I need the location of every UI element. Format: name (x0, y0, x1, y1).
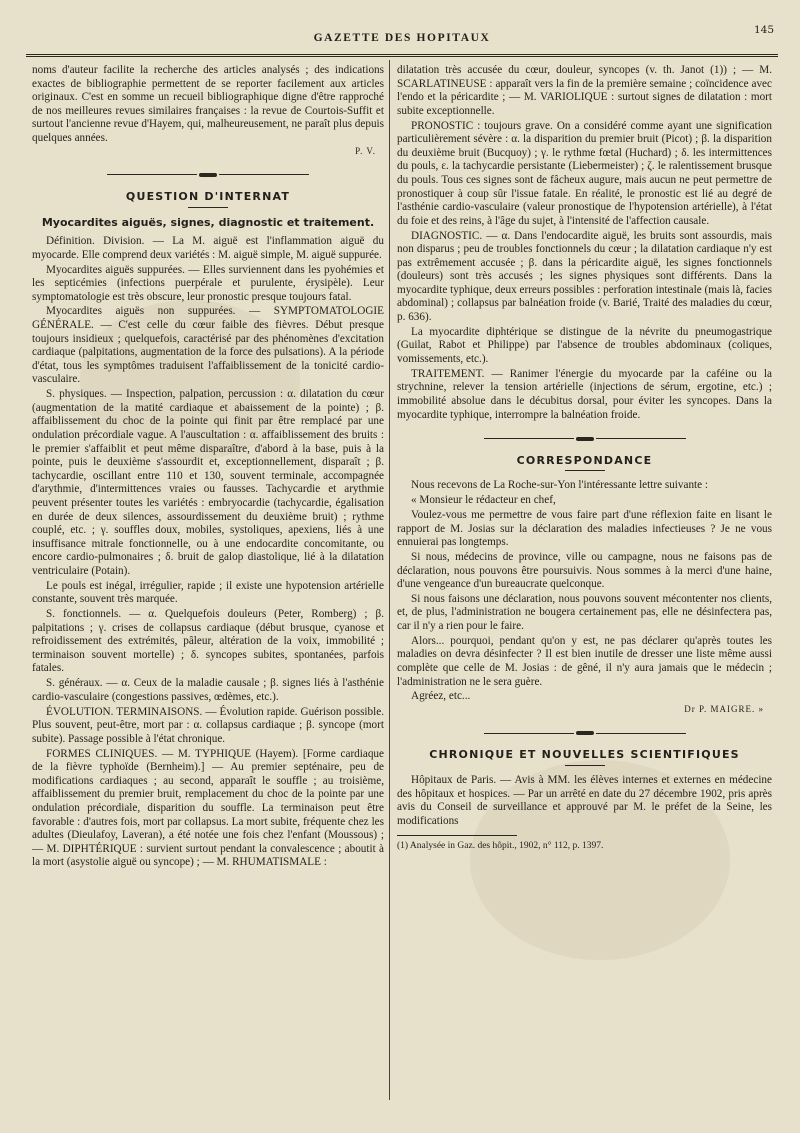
section-heading: CORRESPONDANCE (516, 453, 653, 467)
paragraph: Alors... pourquoi, pendant qu'on y est, ne pas déclarer qu'après toutes les maladies on devra désinfecter ? Il est bien inutile de dresser une liste même aussi complète que celle de M. Josias : de gêné, il n'y aura jamais que le médecin ; l'administration ne le sera guère. (397, 634, 772, 688)
paragraph: Nous recevons de La Roche-sur-Yon l'intéressante lettre suivante : (411, 479, 709, 492)
paragraph: « Monsieur le rédacteur en chef, (411, 494, 556, 507)
ornament-divider (397, 432, 772, 446)
ornament-divider (397, 727, 772, 741)
journal-title: GAZETTE DES HOPITAUX (313, 32, 491, 44)
signature: P. V. (355, 145, 376, 156)
paragraph: S. physiques. — Inspection, palpation, percussion : α. dilatation du cœur (augmentation de la matité cardiaque et abaissement de la pointe) ; β. affaiblissement du choc de la pointe qui finit par être remplacé par une ondulation précordiale vague. A l'auscultation : α. affaiblissement des bruits : le premier s'affaiblit et peut même disparaître, d'abord à la base, puis à la pointe, puis le deuxième s'assourdit et, exceptionnellement, disparaît ; β. tachycardie, oscillant entre 110 et 130, souvent terminale, accompagnée d'arythmie, d'intermittences vraies ou fausses. Tachycardie et arythmie peuvent présenter toutes les variétés : embryocardie (tachycardie, égalisation en durée de deux silences, assourdissement du deuxième bruit) ; rythme couplé, etc. ; γ. souffles doux, mobiles, systoliques, apexiens, liés à une insuffisance mitrale fonctionnelle, ou à une endocardite concomitante, ou encore cardio-pulmonaires ; δ. bruit de galop diastolique, lié à la dilatation ventriculaire (Potain). (32, 388, 384, 577)
article-subtitle: Myocardites aiguës, signes, diagnostic et traitement. (41, 215, 375, 229)
page-number: 145 (753, 24, 774, 36)
ornament-divider (32, 168, 384, 182)
page-header (26, 26, 778, 48)
column-divider (389, 60, 390, 1100)
signature: Dr P. MAIGRE. » (684, 704, 764, 715)
short-rule (188, 207, 228, 208)
paragraph: FORMES CLINIQUES. — M. TYPHIQUE (Hayem). [Forme cardiaque de la fièvre typhoïde (Bernheim).] — Au premier septénaire, peu de modifications cardiaques ; au second, apparaît le souffle ; au troisième, affaiblissement du premier bruit, remplacement du choc de la pointe par une ondulation précordiale, disparition du souffle. La terminaison peut être favorable : d'autres fois, mort par collapsus. La mort subite, fréquente chez les adultes (Dieulafoy, Laveran), a été notée une fois chez l'enfant (Moussous) ; — M. DIPHTÉRIQUE : survient surtout pendant la convalescence ; aboutit à la mort (asystolie aiguë ou syncope) ; — M. RHUMATISMALE : (32, 747, 384, 869)
paragraph: Voulez-vous me permettre de vous faire part d'une réflexion faite en lisant le rapport de M. Josias sur la déclaration des maladies infectieuses ? Je ne vous ennuierai pas longtemps. (397, 508, 772, 549)
paragraph: Si nous faisons une déclaration, nous pouvons souvent mécontenter nos clients, et, de plus, l'administration ne bougera certainement pas, elle ne désinfectera pas, car il n'y a rien pour le faire. (397, 592, 772, 633)
paragraph: DIAGNOSTIC. — α. Dans l'endocardite aiguë, les bruits sont assourdis, mais non disparus ; peu de troubles fonctionnels du cœur ; la dilatation cardiaque n'y est pas extrêmement accusée ; β. dans la péricardite aiguë, les signes fonctionnels (douleurs) sont très accusés ; les signes physiques sont différents. Dans la myocardite typhique, deux erreurs possibles : perforation intestinale (mais là, facies abdominal) ; collapsus par balnéation froide (v. Barié, Traité des maladies du cœur, p. 636). (397, 229, 772, 324)
header-rule (26, 54, 778, 57)
paragraph: dilatation très accusée du cœur, douleur, syncopes (v. th. Janot (1)) ; — M. SCARLATINEUSE : apparaît vers la fin de la première semaine ; coïncidence avec l'endo et la péricardite ; — M. VARIOLIQUE : surtout signes de dilatation : mort subite exceptionnelle. (397, 64, 772, 117)
paragraph: S. fonctionnels. — α. Quelquefois douleurs (Peter, Romberg) ; β. palpitations ; γ. crises de collapsus cardiaque (début brusque, cyanose et refroidissement des extrémités, pâleur, altération de la voix, immobilité ; terminaison souvent mortelle) ; δ. syncopes subites, spontanées, parfois fatales. (32, 608, 384, 675)
paragraph: Hôpitaux de Paris. — Avis à MM. les élèves internes et externes en médecine des hôpitaux et hospices. — Par un arrêté en date du 27 décembre 1902, pris après avis du Conseil de surveillance et approuvé par M. le préfet de la Seine, les modifications (397, 773, 772, 827)
paragraph: Myocardites aiguës suppurées. — Elles surviennent dans les pyohémies et les septicémies (infections puerpérale et purulente, érysipèle). Leur symptomatologie est très obscure, leur pronostic presque toujours fatal. (32, 263, 384, 303)
paragraph: Agréez, etc... (411, 690, 471, 703)
paragraph: noms d'auteur facilite la recherche des articles analysés ; des indications exactes de bibliographie permettent de se reporter facilement aux articles originaux. C'est en somme un recueil bibliographique digne d'être rapproché de nos meilleures revues similaires françaises : la revue de Courtois-Suffit et surtout l'ancienne revue d'Hayem, qui, malheureusement, ne paraît plus depuis quelques années. (32, 64, 384, 144)
paragraph: Le pouls est inégal, irrégulier, rapide ; il existe une hypotension artérielle constante, souvent très marquée. (32, 579, 384, 606)
paragraph: TRAITEMENT. — Ranimer l'énergie du myocarde par la caféine ou la strychnine, relever la tension artérielle (injections de sérum, ergotine, etc.) ; immobilité absolue dans le décubitus dorsal, pour éviter les syncopes. Dans la myocardite typhique, interrompre la balnéation froide. (397, 367, 772, 421)
short-rule (565, 765, 605, 766)
short-rule (565, 470, 605, 471)
paragraph: ÉVOLUTION. TERMINAISONS. — Évolution rapide. Guérison possible. Plus souvent, peut-être, mort par : α. collapsus cardiaque ; β. syncope (mort subite). Passage possible à l'état chronique. (32, 705, 384, 745)
footnote: (1) Analysée in Gaz. des hôpit., 1902, n° 112, p. 1397. (397, 841, 604, 852)
paragraph: S. généraux. — α. Ceux de la maladie causale ; β. signes liés à l'asthénie cardio-vasculaire (congestions passives, œdèmes, etc.). (32, 677, 384, 703)
paragraph: PRONOSTIC : toujours grave. On a considéré comme ayant une signification particulièrement sévère : α. la disparition du premier bruit (Picot) ; β. la disparition du deuxième bruit (Bucquoy) ; γ. le rythme fœtal (Huchard) ; δ. les intermittences du pouls, ε. la tachycardie persistante (Liebermeister) ; ζ. le ralentissement brusque du pouls. Tous ces signes sont de fâcheux augure, mais aucun ne peut permettre de pronostiquer à coup sûr l'issue fatale. En réalité, le pronostic est lié au degré de l'asthénie cardio-vasculaire (valeur pronostique de l'hypotension artérielle), à l'état du foie et des reins, à l'âge du sujet, à l'intensité de l'affection causale. (397, 119, 772, 227)
paragraph: La myocardite diphtérique se distingue de la névrite du pneumogastrique (Guilat, Rabot et Philippe) par l'absence de troubles abdominaux (coliques, vomissements, etc.). (397, 325, 772, 366)
section-heading: QUESTION D'INTERNAT (125, 189, 291, 203)
footnote-rule (397, 835, 517, 836)
paragraph: Myocardites aiguës non suppurées. — SYMPTOMATOLOGIE GÉNÉRALE. — C'est celle du cœur faible des fièvres. Début presque toujours insidieux ; quelquefois, caractérisé par des phénomènes d'excitation cardiaque (palpitations, augmentation de la force des pulsations). A la période d'état, tous les symptômes traduisent l'affaiblissement de la tonicité cardio-vasculaire. (32, 305, 384, 386)
section-heading: CHRONIQUE ET NOUVELLES SCIENTIFIQUES (429, 748, 740, 762)
paragraph: Définition. Division. — La M. aiguë est l'inflammation aiguë du myocarde. Elle comprend deux variétés : M. aiguë simple, M. aiguë suppurée. (32, 235, 384, 261)
left-column (32, 64, 384, 871)
right-column (397, 64, 772, 855)
paragraph: Si nous, médecins de province, ville ou campagne, nous ne faisons pas de déclaration, nous pouvons être poursuivis. Nous sommes à la merci d'une haine, d'une vengeance d'un bureaucrate quelconque. (397, 550, 772, 591)
